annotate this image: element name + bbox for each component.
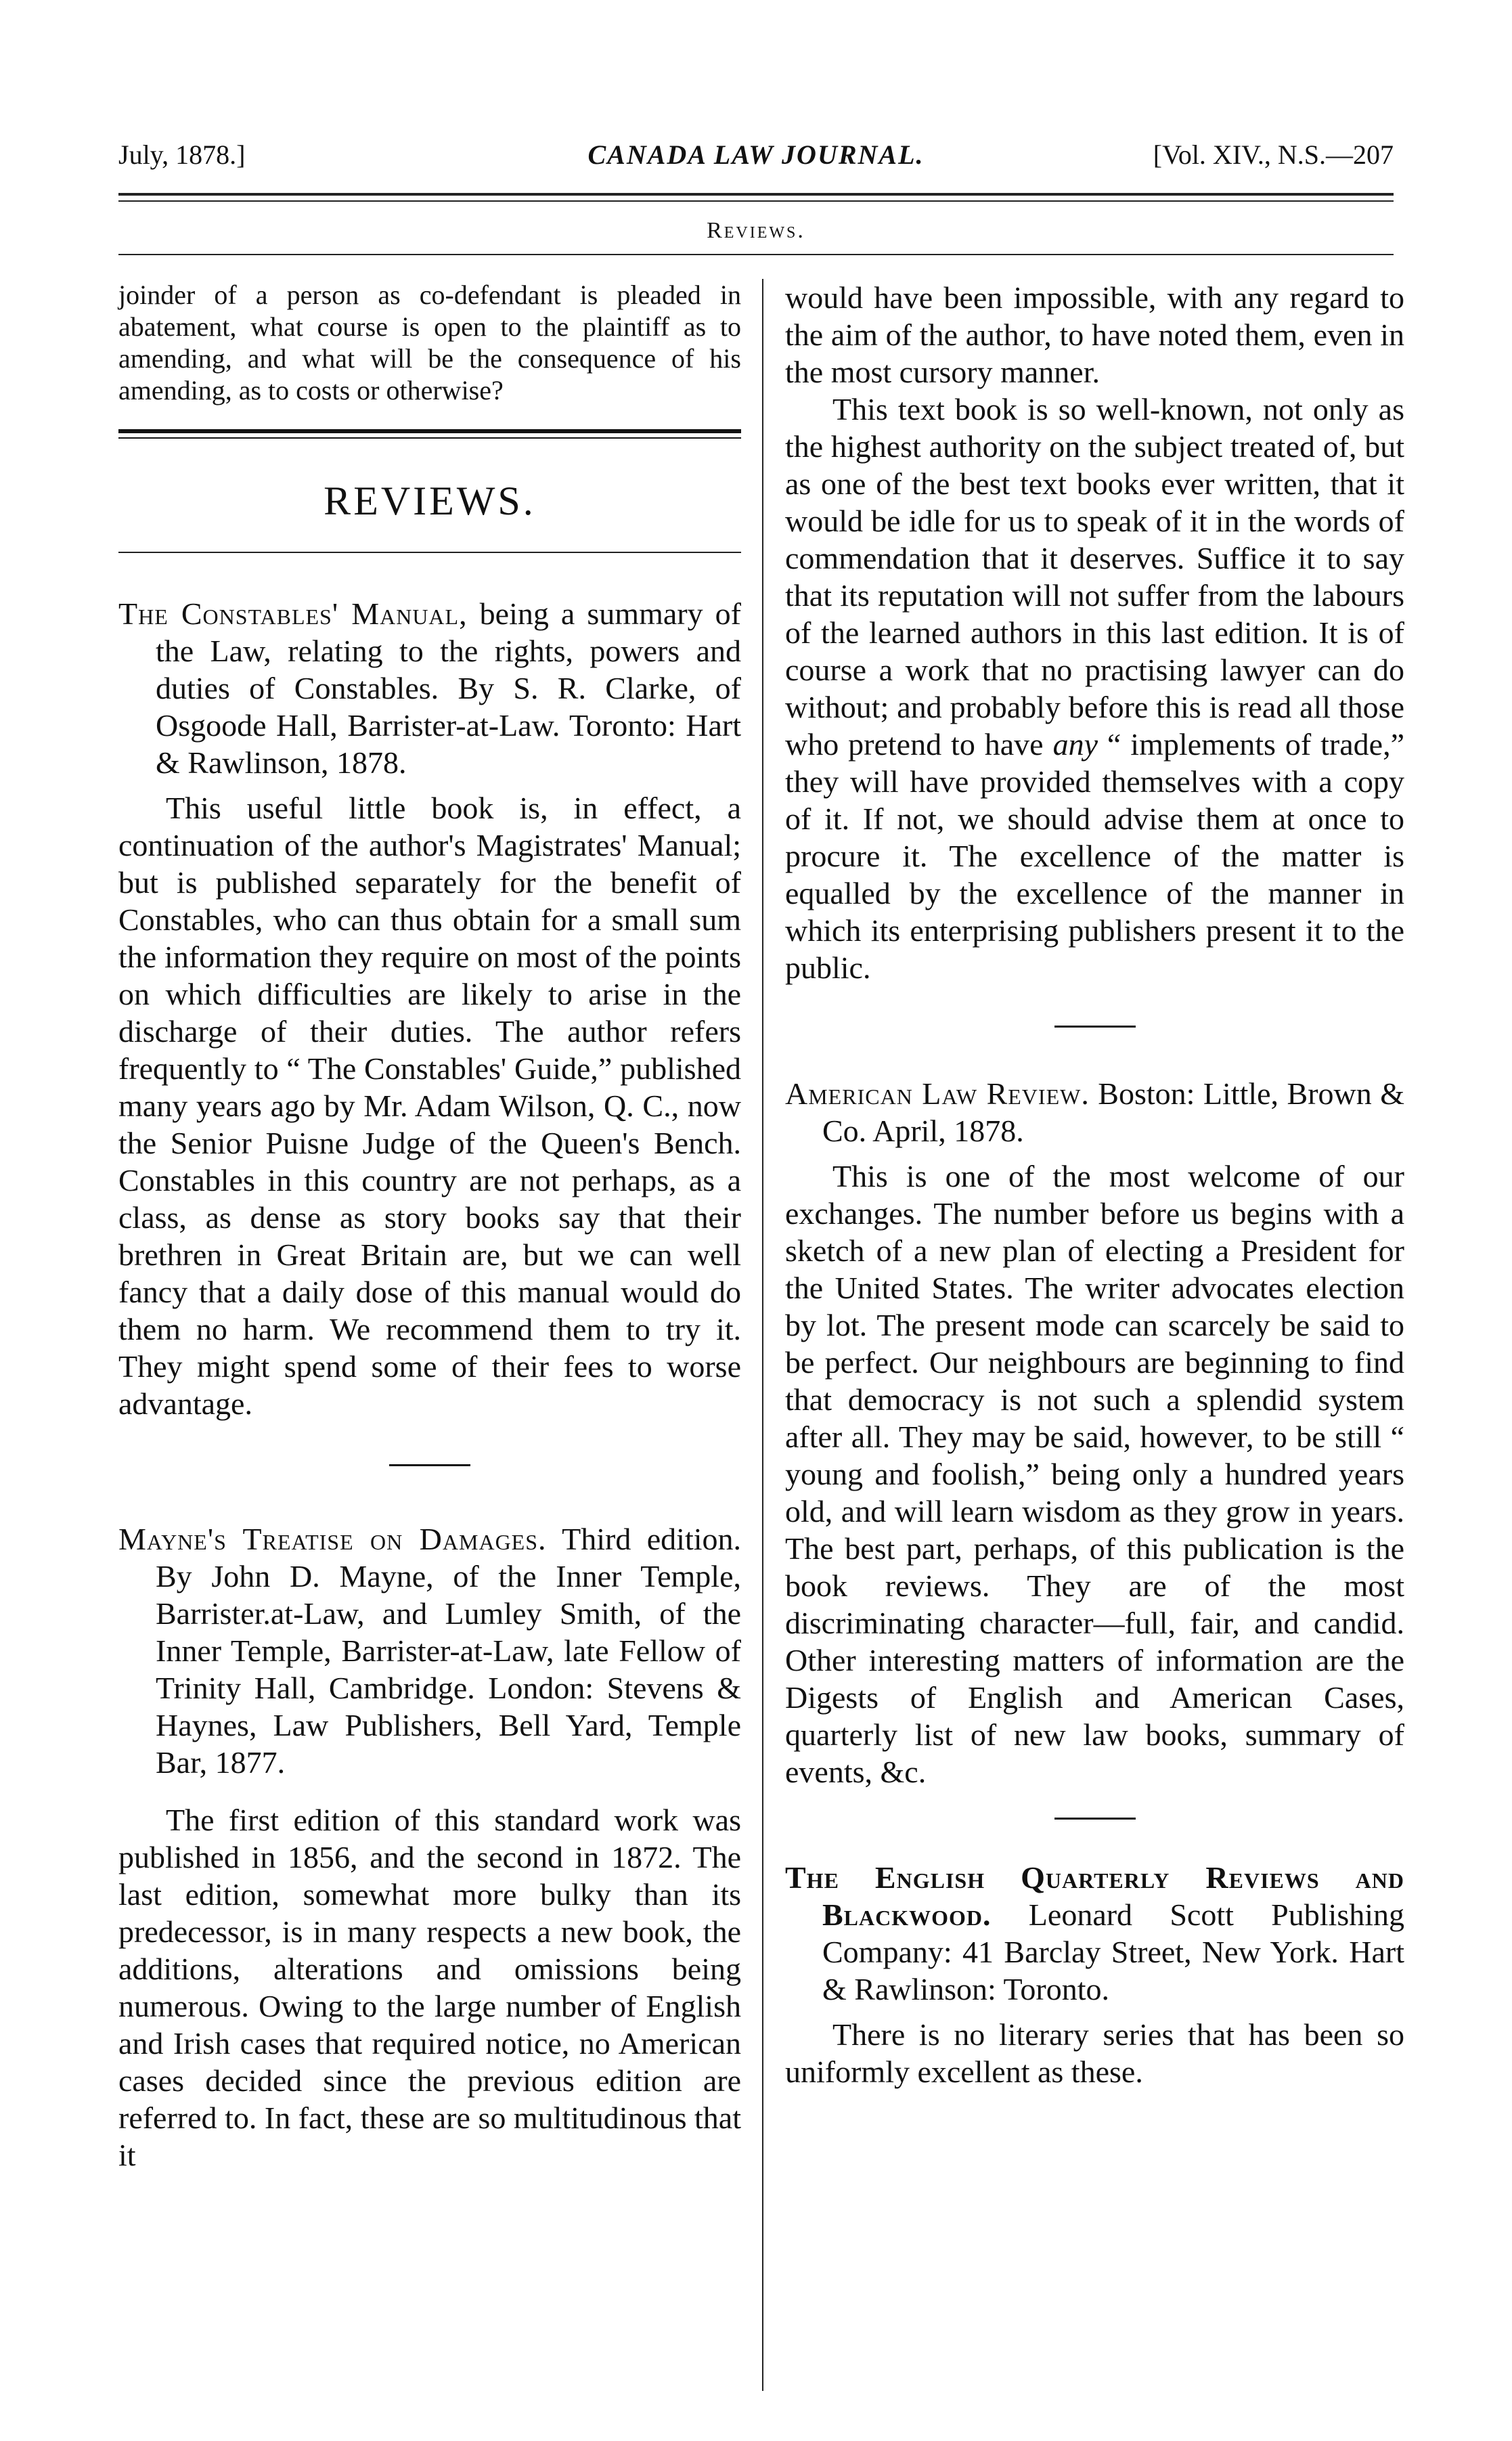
review-body: This is one of the most welcome of our exchanges. The number before us begins with a sketch of a new plan of electing a President for the United States. The writer advocates election by lot. The present mode can scarcely be said to be perfect. Our neighbours are beginning to find that democracy is not such a splendid system after all. They may be said, however, to be still “ young and foolish,” being only a hundred years old, and will learn wisdom as they grow in years. The best part, perhaps, of this publication is the book reviews. They are of the most discriminating character—full, fair, and candid. Other interesting matters of information are the Digests of English and American Cases, quarterly list of new law books, summary of events, &c.: [785, 1159, 1404, 1789]
running-head: [118, 139, 1394, 179]
review-separator: [389, 1464, 470, 1466]
divider-thin: [118, 437, 741, 439]
header-rule-thin: [118, 200, 1394, 203]
review-entry-english-quarterly: [785, 1859, 1404, 2008]
section-rule: [118, 254, 1394, 255]
review-book-details: Boston: Little, Brown & Co. April, 1878.: [822, 1076, 1405, 1148]
journal-title: CANADA LAW JOURNAL.: [587, 139, 925, 170]
review-book-title: American Law Review.: [785, 1076, 1090, 1111]
review-entry-american-law-review: [785, 1075, 1404, 1149]
review-separator: [1054, 1818, 1136, 1820]
review-body: This text book is so well-known, not only as the highest authority on the subject treated of, but as one of the best text books ever written, that it would be idle for us to speak of it in the words of commendation that it deserves. Suffice it to say that its reputation will not suffer from the labours of the learned authors in this last edition. It is of course a work that no practising lawyer can do without; and probably before this is read all those who pretend to have any “ implements of trade,” they will have provided themselves with a copy of it. If not, we should advise them at once to procure it. The excellence of the matter is equalled by the excellence of the manner in which its enterprising publishers present it to the public.: [785, 392, 1404, 985]
review-separator: [1054, 1026, 1136, 1028]
review-book-title: Mayne's Treatise on Damages.: [118, 1522, 547, 1556]
volume-page-number: [Vol. XIV., N.S.—207: [1153, 139, 1394, 170]
emphasis-text: any: [1052, 727, 1098, 762]
review-entry-constables-manual: [118, 595, 741, 781]
issue-date: July, 1878.]: [118, 139, 246, 170]
divider-thick: [118, 429, 741, 433]
right-column: [785, 279, 1404, 2090]
column-divider: [762, 279, 763, 2391]
review-body: The first edition of this standard work was published in 1856, and the second in 1872. The last edition, somewhat more bulky than its predecessor, is in many respects a new book, the additions, alterations and omissions being numerous. Owing to the large number of English and Irish cases that required notice, no American cases decided since the previous edition are referred to. In fact, these are so multitudinous that it: [118, 1803, 741, 2172]
continued-paragraph: would have been impossible, with any regard to the aim of the author, to have noted them, even in the most cursory manner.: [785, 280, 1404, 389]
review-book-details: Leonard Scott Publishing Company: 41 Barclay Street, New York. Hart & Rawlinson: Toronto.: [822, 1897, 1404, 2006]
review-body: There is no literary series that has been so uniformly excellent as these.: [785, 2017, 1404, 2089]
review-book-title: The Constables' Manual,: [118, 596, 468, 631]
review-book-details: Third edition. By John D. Mayne, of the Inner Temple, Barrister.at-Law, and Lumley Smith, of the Inner Temple, Barrister-at-Law, late Fellow of Trinity Hall, Cambridge. London: Stevens & Haynes, Law Publishers, Bell Yard, Temple Bar, 1877.: [156, 1522, 741, 1780]
continued-paragraph: joinder of a person as co-defendant is pleaded in abatement, what course is open to the plaintiff as to amending, and what will be the consequence of his amending, as to costs or otherwise?: [118, 280, 741, 405]
header-rule-thick: [118, 193, 1394, 198]
reviews-heading-rule: [118, 552, 741, 553]
left-column: [118, 279, 741, 2174]
section-heading: Reviews.: [707, 218, 805, 243]
review-book-title: The English Quarterly Reviews and Blackwood.: [785, 1860, 1404, 1932]
review-book-details: being a summary of the Law, relating to the rights, powers and duties of Constables. By S. R. Clarke, of Osgoode Hall, Barrister-at-Law. Toronto: Hart & Rawlinson, 1878.: [156, 596, 741, 780]
review-body: This useful little book is, in effect, a continuation of the author's Magistrates' Manual; but is published separately for the benefit of Constables, who can thus obtain for a small sum the information they require on most of the points on which difficulties are likely to arise in the discharge of their duties. The author refers frequently to “ The Constables' Guide,” published many years ago by Mr. Adam Wilson, Q. C., now the Senior Puisne Judge of the Queen's Bench. Constables in this country are not perhaps, as a class, as dense as story books say that their brethren in Great Britain are, but we can well fancy that a daily dose of this manual would do them no harm. We recommend them to try it. They might spend some of their fees to worse advantage.: [118, 791, 741, 1421]
reviews-heading: REVIEWS.: [324, 479, 536, 523]
review-entry-maynes-damages: [118, 1520, 741, 1781]
